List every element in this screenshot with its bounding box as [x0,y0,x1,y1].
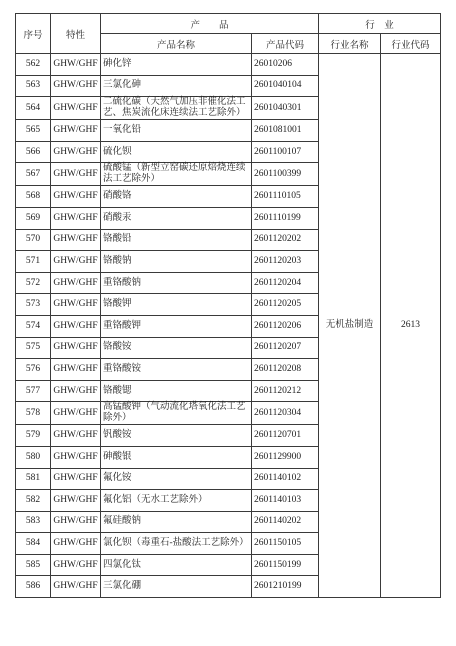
row-seq: 582 [16,490,51,512]
row-seq: 563 [16,75,51,97]
row-product-name: 二硫化碳（天然气加压非催化法工艺、焦炭流化床连续法工艺除外） [101,97,252,120]
row-product-name: 铬酸钠 [101,251,252,273]
row-product-code: 2601120207 [252,337,319,359]
row-characteristic: GHW/GHF [51,120,101,142]
row-product-code: 2601040104 [252,75,319,97]
row-product-name: 硫化钡 [101,141,252,163]
row-seq: 562 [16,54,51,76]
header-characteristic: 特性 [51,14,101,54]
row-product-code: 2601120203 [252,251,319,273]
row-product-code: 2601120206 [252,315,319,337]
row-characteristic: GHW/GHF [51,97,101,120]
header-product-name: 产品名称 [101,34,252,54]
row-characteristic: GHW/GHF [51,163,101,186]
row-product-name: 一氧化铅 [101,120,252,142]
row-characteristic: GHW/GHF [51,511,101,533]
row-product-code: 2601120202 [252,229,319,251]
row-seq: 577 [16,380,51,402]
industry-code-cell: 2613 [381,54,441,598]
row-product-code: 2601129900 [252,446,319,468]
row-characteristic: GHW/GHF [51,294,101,316]
row-seq: 567 [16,163,51,186]
row-seq: 566 [16,141,51,163]
row-characteristic: GHW/GHF [51,207,101,229]
row-seq: 572 [16,272,51,294]
row-product-code: 2601110105 [252,186,319,208]
row-seq: 579 [16,425,51,447]
row-product-code: 2601120205 [252,294,319,316]
row-product-name: 三氯化硼 [101,576,252,598]
row-seq: 571 [16,251,51,273]
row-characteristic: GHW/GHF [51,315,101,337]
row-product-code: 2601120208 [252,359,319,381]
row-characteristic: GHW/GHF [51,554,101,576]
row-product-name: 砷酸银 [101,446,252,468]
row-product-name: 氯化钡（毒重石-盐酸法工艺除外） [101,533,252,555]
row-product-code: 2601150105 [252,533,319,555]
row-product-code: 2601140103 [252,490,319,512]
row-characteristic: GHW/GHF [51,186,101,208]
row-product-name: 重铬酸钠 [101,272,252,294]
row-product-code: 2601150199 [252,554,319,576]
row-seq: 565 [16,120,51,142]
row-product-code: 2601140202 [252,511,319,533]
row-product-name: 钒酸铵 [101,425,252,447]
row-product-name: 氟化铝（无水工艺除外） [101,490,252,512]
row-seq: 576 [16,359,51,381]
row-characteristic: GHW/GHF [51,337,101,359]
row-product-name: 高锰酸钾（气动流化塔氧化法工艺除外） [101,402,252,425]
row-product-code: 2601120204 [252,272,319,294]
header-seq: 序号 [16,14,51,54]
header-product-code: 产品代码 [252,34,319,54]
row-seq: 574 [16,315,51,337]
row-characteristic: GHW/GHF [51,251,101,273]
row-product-code: 2601100399 [252,163,319,186]
row-product-name: 硝酸汞 [101,207,252,229]
row-characteristic: GHW/GHF [51,425,101,447]
row-characteristic: GHW/GHF [51,229,101,251]
row-seq: 584 [16,533,51,555]
row-product-name: 铬酸钾 [101,294,252,316]
row-product-name: 砷化锌 [101,54,252,76]
row-seq: 578 [16,402,51,425]
row-seq: 575 [16,337,51,359]
row-product-code: 26010206 [252,54,319,76]
row-seq: 581 [16,468,51,490]
row-product-name: 氟硅酸钠 [101,511,252,533]
row-seq: 580 [16,446,51,468]
row-seq: 573 [16,294,51,316]
row-characteristic: GHW/GHF [51,272,101,294]
row-product-code: 2601081001 [252,120,319,142]
table-row [16,54,441,76]
row-product-name: 重铬酸钾 [101,315,252,337]
row-product-code: 2601040301 [252,97,319,120]
row-product-code: 2601120212 [252,380,319,402]
row-characteristic: GHW/GHF [51,490,101,512]
row-characteristic: GHW/GHF [51,54,101,76]
row-product-code: 2601120701 [252,425,319,447]
row-product-code: 2601120304 [252,402,319,425]
row-seq: 585 [16,554,51,576]
row-product-code: 2601140102 [252,468,319,490]
row-characteristic: GHW/GHF [51,468,101,490]
row-characteristic: GHW/GHF [51,141,101,163]
row-characteristic: GHW/GHF [51,533,101,555]
row-seq: 568 [16,186,51,208]
row-product-name: 三氯化砷 [101,75,252,97]
row-seq: 569 [16,207,51,229]
row-characteristic: GHW/GHF [51,576,101,598]
row-product-name: 四氯化钛 [101,554,252,576]
document-page [15,13,440,598]
row-characteristic: GHW/GHF [51,446,101,468]
row-product-name: 硝酸铬 [101,186,252,208]
industry-name-cell: 无机盐制造 [319,54,381,598]
row-product-name: 重铬酸铵 [101,359,252,381]
product-table [15,13,441,598]
row-product-name: 硫酸锰（新型立窑碳还原焙烧连续法工艺除外） [101,163,252,186]
row-seq: 564 [16,97,51,120]
row-seq: 586 [16,576,51,598]
header-product-group: 产 品 [101,14,319,34]
row-characteristic: GHW/GHF [51,359,101,381]
row-product-code: 2601100107 [252,141,319,163]
row-seq: 583 [16,511,51,533]
header-industry-code: 行业代码 [381,34,441,54]
row-product-name: 铬酸铵 [101,337,252,359]
row-characteristic: GHW/GHF [51,380,101,402]
row-characteristic: GHW/GHF [51,402,101,425]
row-seq: 570 [16,229,51,251]
row-product-code: 2601210199 [252,576,319,598]
row-product-name: 铬酸锶 [101,380,252,402]
header-industry-group: 行 业 [319,14,441,34]
header-industry-name: 行业名称 [319,34,381,54]
row-product-name: 铬酸铅 [101,229,252,251]
row-characteristic: GHW/GHF [51,75,101,97]
row-product-code: 2601110199 [252,207,319,229]
table-body [16,54,441,598]
row-product-name: 氟化铵 [101,468,252,490]
